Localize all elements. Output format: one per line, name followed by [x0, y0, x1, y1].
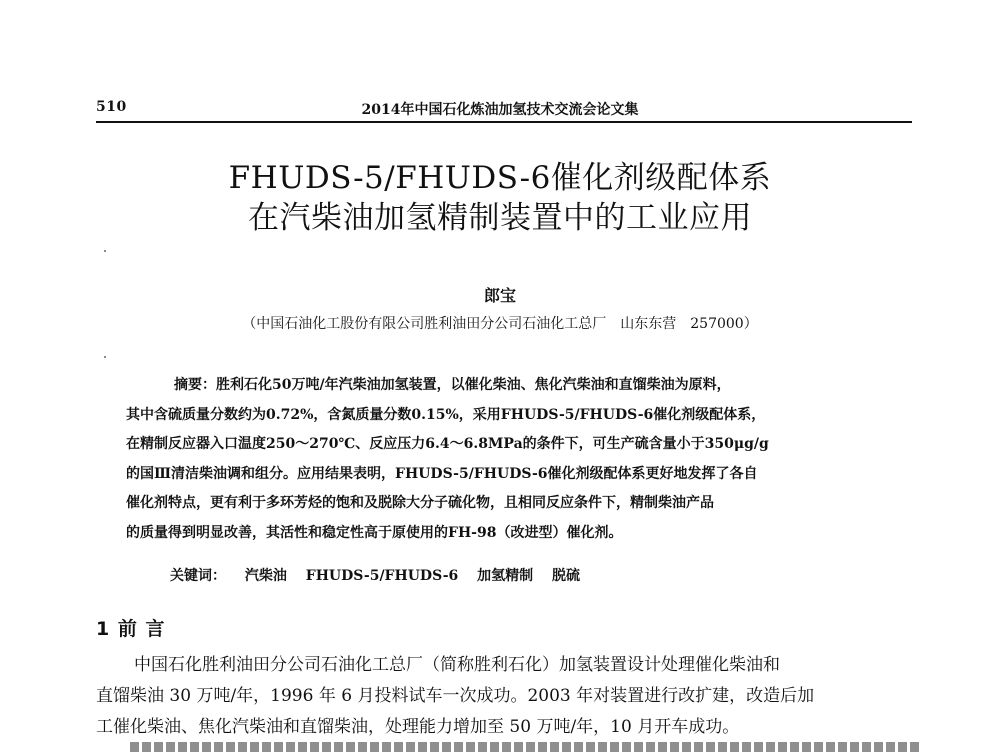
abstract-line: 其中含硫质量分数约为0.72%，含氮质量分数0.15%，采用FHUDS-5/FHUDS-6催化剂级配体系， — [126, 406, 766, 423]
author-name: 郎宝 — [483, 286, 516, 305]
author-affiliation: （中国石油化工股份有限公司胜利油田分公司石油化工总厂 山东东营 257000） — [242, 316, 758, 332]
running-header-title: 2014年中国石化炼油加氢技术交流会论文集 — [361, 102, 639, 118]
abstract-line: 在精制反应器入口温度250～270℃、反应压力6.4～6.8MPa的条件下，可生产硫含量小于350μg/g — [126, 436, 769, 453]
keywords-label: 关键词： — [170, 568, 226, 584]
abstract-line: 催化剂特点，更有利于多环芳烃的饱和及脱除大分子硫化物，且相同反应条件下，精制柴油产品 — [126, 495, 714, 512]
body-line: 中国石化胜利油田分公司石油化工总厂（简称胜利石化）加氢装置设计处理催化柴油和 — [134, 655, 780, 675]
page-number: 510 — [96, 99, 127, 115]
abstract-line: 的质量得到明显改善，其活性和稳定性高于原使用的FH-98（改进型）催化剂。 — [126, 524, 623, 541]
section-heading: 1 前 言 — [96, 618, 166, 640]
keywords — [170, 565, 594, 585]
body-line: 工催化柴油、焦化汽柴油和直馏柴油，处理能力增加至 50 万吨/年，10 月开车成功。 — [96, 717, 740, 737]
keyword: 脱硫 — [552, 568, 580, 584]
header-rule — [96, 121, 912, 123]
section-body — [96, 650, 926, 743]
abstract — [126, 371, 886, 549]
abstract-line: 摘要：胜利石化50万吨/年汽柴油加氢装置，以催化柴油、焦化汽柴油和直馏柴油为原料， — [174, 377, 731, 393]
scan-speck — [104, 250, 106, 252]
scan-speck — [104, 356, 106, 358]
keyword: 加氢精制 — [477, 568, 534, 584]
paper-title-line-2: 在汽柴油加氢精制装置中的工业应用 — [248, 200, 752, 236]
truncated-text-line — [130, 742, 920, 752]
body-line: 直馏柴油 30 万吨/年，1996 年 6 月投料试车一次成功。2003 年对装置进行改扩建，改造后加 — [96, 686, 815, 706]
keyword: 汽柴油 — [244, 568, 287, 584]
keyword: FHUDS-5/FHUDS-6 — [305, 568, 459, 584]
abstract-line: 的国Ⅲ清洁柴油调和组分。应用结果表明，FHUDS-5/FHUDS-6催化剂级配体系更好地发挥了各自 — [126, 465, 758, 482]
paper-title-line-1: FHUDS-5/FHUDS-6催化剂级配体系 — [228, 160, 772, 196]
